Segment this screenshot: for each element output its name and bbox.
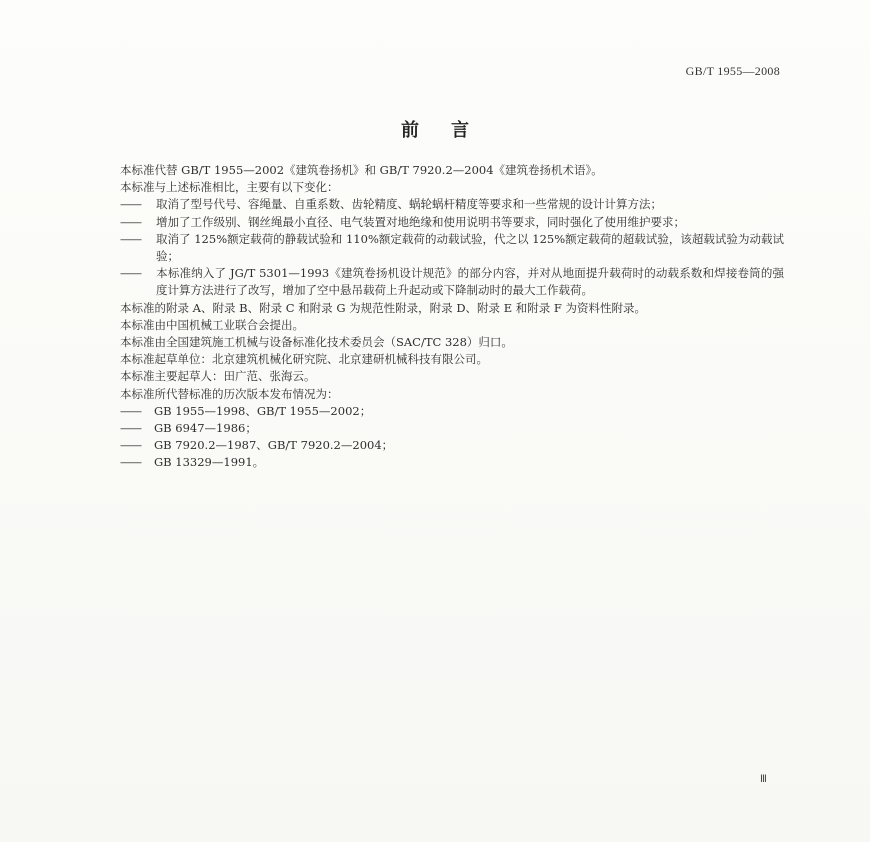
change-text: 增加了工作级别、钢丝绳最小直径、电气装置对地绝缘和使用说明书等要求，同时强化了使用维护要求； bbox=[156, 214, 685, 229]
dash-marker: —— bbox=[120, 231, 141, 246]
change-text: 本标准纳入了 JG/T 5301—1993《建筑卷扬机设计规范》的部分内容，并对从地面提升载荷时的动载系数和焊接卷筒的强度计算方法进行了改写，增加了空中悬吊载荷上升起动或下降制动时的最大工作载荷。 bbox=[156, 266, 784, 298]
dash-marker: —— bbox=[120, 197, 141, 212]
change-item bbox=[120, 231, 784, 265]
change-text: 取消了型号代号、容绳量、自重系数、齿轮精度、蜗轮蜗杆精度等要求和一些常规的设计计算方法； bbox=[156, 197, 662, 212]
dash-marker: —— bbox=[120, 421, 141, 436]
history-item bbox=[120, 420, 784, 437]
standard-number: GB/T 1955—2008 bbox=[685, 64, 780, 78]
dash-marker: —— bbox=[120, 403, 141, 418]
page-number: Ⅲ bbox=[760, 774, 767, 785]
change-text: 取消了 125%额定载荷的静载试验和 110%额定载荷的动载试验，代之以 125%额定载荷的超载试验，该超载试验为动载试验； bbox=[156, 231, 784, 264]
history-text: GB 1955—1998、GB/T 1955—2002； bbox=[154, 403, 372, 418]
dash-marker: —— bbox=[120, 266, 141, 281]
dash-marker: —— bbox=[120, 455, 141, 470]
statement-drafting-units: 本标准起草单位：北京建筑机械化研究院、北京建研机械科技有限公司。 bbox=[120, 352, 488, 367]
statement-history-intro: 本标准所代替标准的历次版本发布情况为： bbox=[120, 386, 339, 401]
statement-drafters: 本标准主要起草人：田广范、张海云。 bbox=[120, 369, 316, 384]
history-text: GB 6947—1986； bbox=[154, 421, 257, 436]
statement-proposer: 本标准由中国机械工业联合会提出。 bbox=[120, 317, 304, 332]
history-item bbox=[120, 454, 784, 471]
paragraph-replaces: 本标准代替 GB/T 1955—2002《建筑卷扬机》和 GB/T 7920.2—2004《建筑卷扬机术语》。 bbox=[120, 163, 603, 177]
history-text: GB 13329—1991。 bbox=[154, 455, 265, 470]
preface-body bbox=[120, 162, 784, 472]
change-item bbox=[120, 265, 784, 299]
statement-appendix: 本标准的附录 A、附录 B、附录 C 和附录 G 为规范性附录，附录 D、附录 E 和附录 F 为资料性附录。 bbox=[120, 300, 647, 315]
dash-marker: —— bbox=[120, 438, 141, 453]
dash-marker: —— bbox=[120, 214, 141, 229]
history-text: GB 7920.2—1987、GB/T 7920.2—2004； bbox=[154, 438, 394, 453]
statement-committee: 本标准由全国建筑施工机械与设备标准化技术委员会（SAC/TC 328）归口。 bbox=[120, 335, 513, 350]
history-item bbox=[120, 437, 784, 454]
paragraph-changes-intro: 本标准与上述标准相比，主要有以下变化： bbox=[120, 180, 339, 195]
history-item bbox=[120, 403, 784, 420]
change-item bbox=[120, 214, 784, 231]
change-item bbox=[120, 196, 784, 213]
section-title: 前言 bbox=[401, 120, 501, 141]
